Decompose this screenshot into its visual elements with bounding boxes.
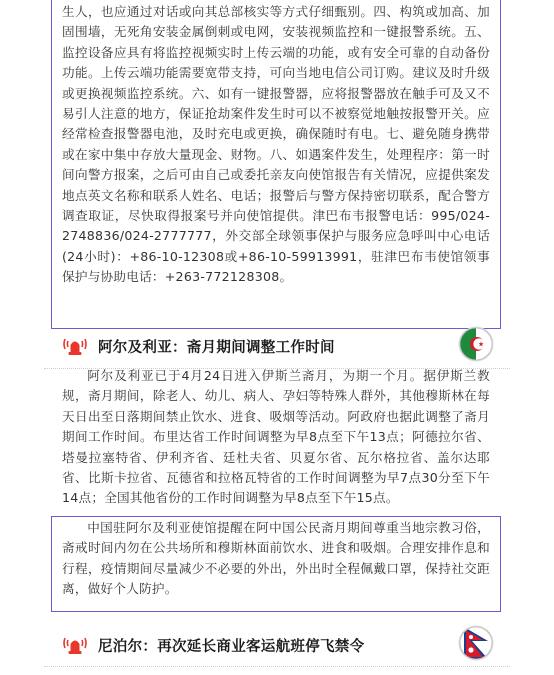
algeria-ramadan-paragraph: 阿尔及利亚已于4月24日进入伊斯兰斋月，为期一个月。据伊斯兰教规，斋月期间，除老人、幼儿、病人、孕妇等特殊人群外，其他穆斯林在每天日出至日落期间禁止饮水、进食、吸烟等活动。阿政府也据此调整了斋月期间工作时间。布里达省工作时间调整为早8点至下午13点；阿德拉尔省、塔曼拉塞特省、伊利齐省、廷杜夫省、贝夏尔省、瓦尔格拉省、盖尔达耶省、比斯卡拉省、瓦德省和拉格瓦特省的工作时间调整为早7点30分至下午14点；全国其他省份的工作时间调整为早8点至下午15点。 <box>62 368 490 506</box>
zimbabwe-safety-paragraph: 生人，也应通过对话或向其总部核实等方式仔细甄别。四、构筑或加高、加固围墙，无死角安装金属倒刺或电网，安装视频监控和一键报警系统。五、监控设备应具有将监控视频实时上传云端的功能，或有安全可靠的自动备份功能。上传云端功能需要宽带支持，可向当地电信公司订购。建议及时升级或更换视频监控系统。六、如有一键报警器，应将报警器放在触手可及又不易引人注意的地方，保证抢劫案件发生时可以不被察觉地触按报警开关。应经常检查报警器电池，及时充电或更换，确保随时有电。七、避免随身携带或在家中集中存放大量现金、财物。八、如遇案件发生，处理程序：第一时间向警方报案，之后可由自己或委托亲友向使馆报告有关情况，应提供案发地点英文名称和联系人姓名、电话；报警后与警方保持密切联系，配合警方调查取证，尽快取得报案号并向使馆提供。津巴布韦报警电话：995/024-2748836/024-2777777，外交部全球领事保护与服务应急呼叫中心电话(24小时)：+86-10-12308或+86-10-59913991，驻津巴布韦使馆领事保护与协助电话：+263-772128308。 <box>62 4 490 285</box>
section-divider <box>44 665 510 667</box>
section-title-nepal: 尼泊尔：再次延长商业客运航班停飞禁令 <box>98 638 365 655</box>
alarm-siren-icon <box>62 634 88 656</box>
nepal-flag-icon <box>458 625 494 661</box>
section-header-algeria <box>62 326 502 366</box>
section-title-algeria: 阿尔及利亚：斋月期间调整工作时间 <box>98 339 335 356</box>
embassy-reminder-text: 中国驻阿尔及利亚使馆提醒在阿中国公民斋月期间尊重当地宗教习俗，斋戒时间内勿在公共场所和穆斯林面前饮水、进食和吸烟。合理安排作息和行程，疫情期间尽量减少不必要的外出，外出时全程佩戴口罩，保持社交距离，做好个人防护。 <box>62 520 490 597</box>
section-header-nepal <box>62 625 502 665</box>
alarm-siren-icon <box>62 335 88 357</box>
algeria-flag-icon <box>458 326 494 362</box>
